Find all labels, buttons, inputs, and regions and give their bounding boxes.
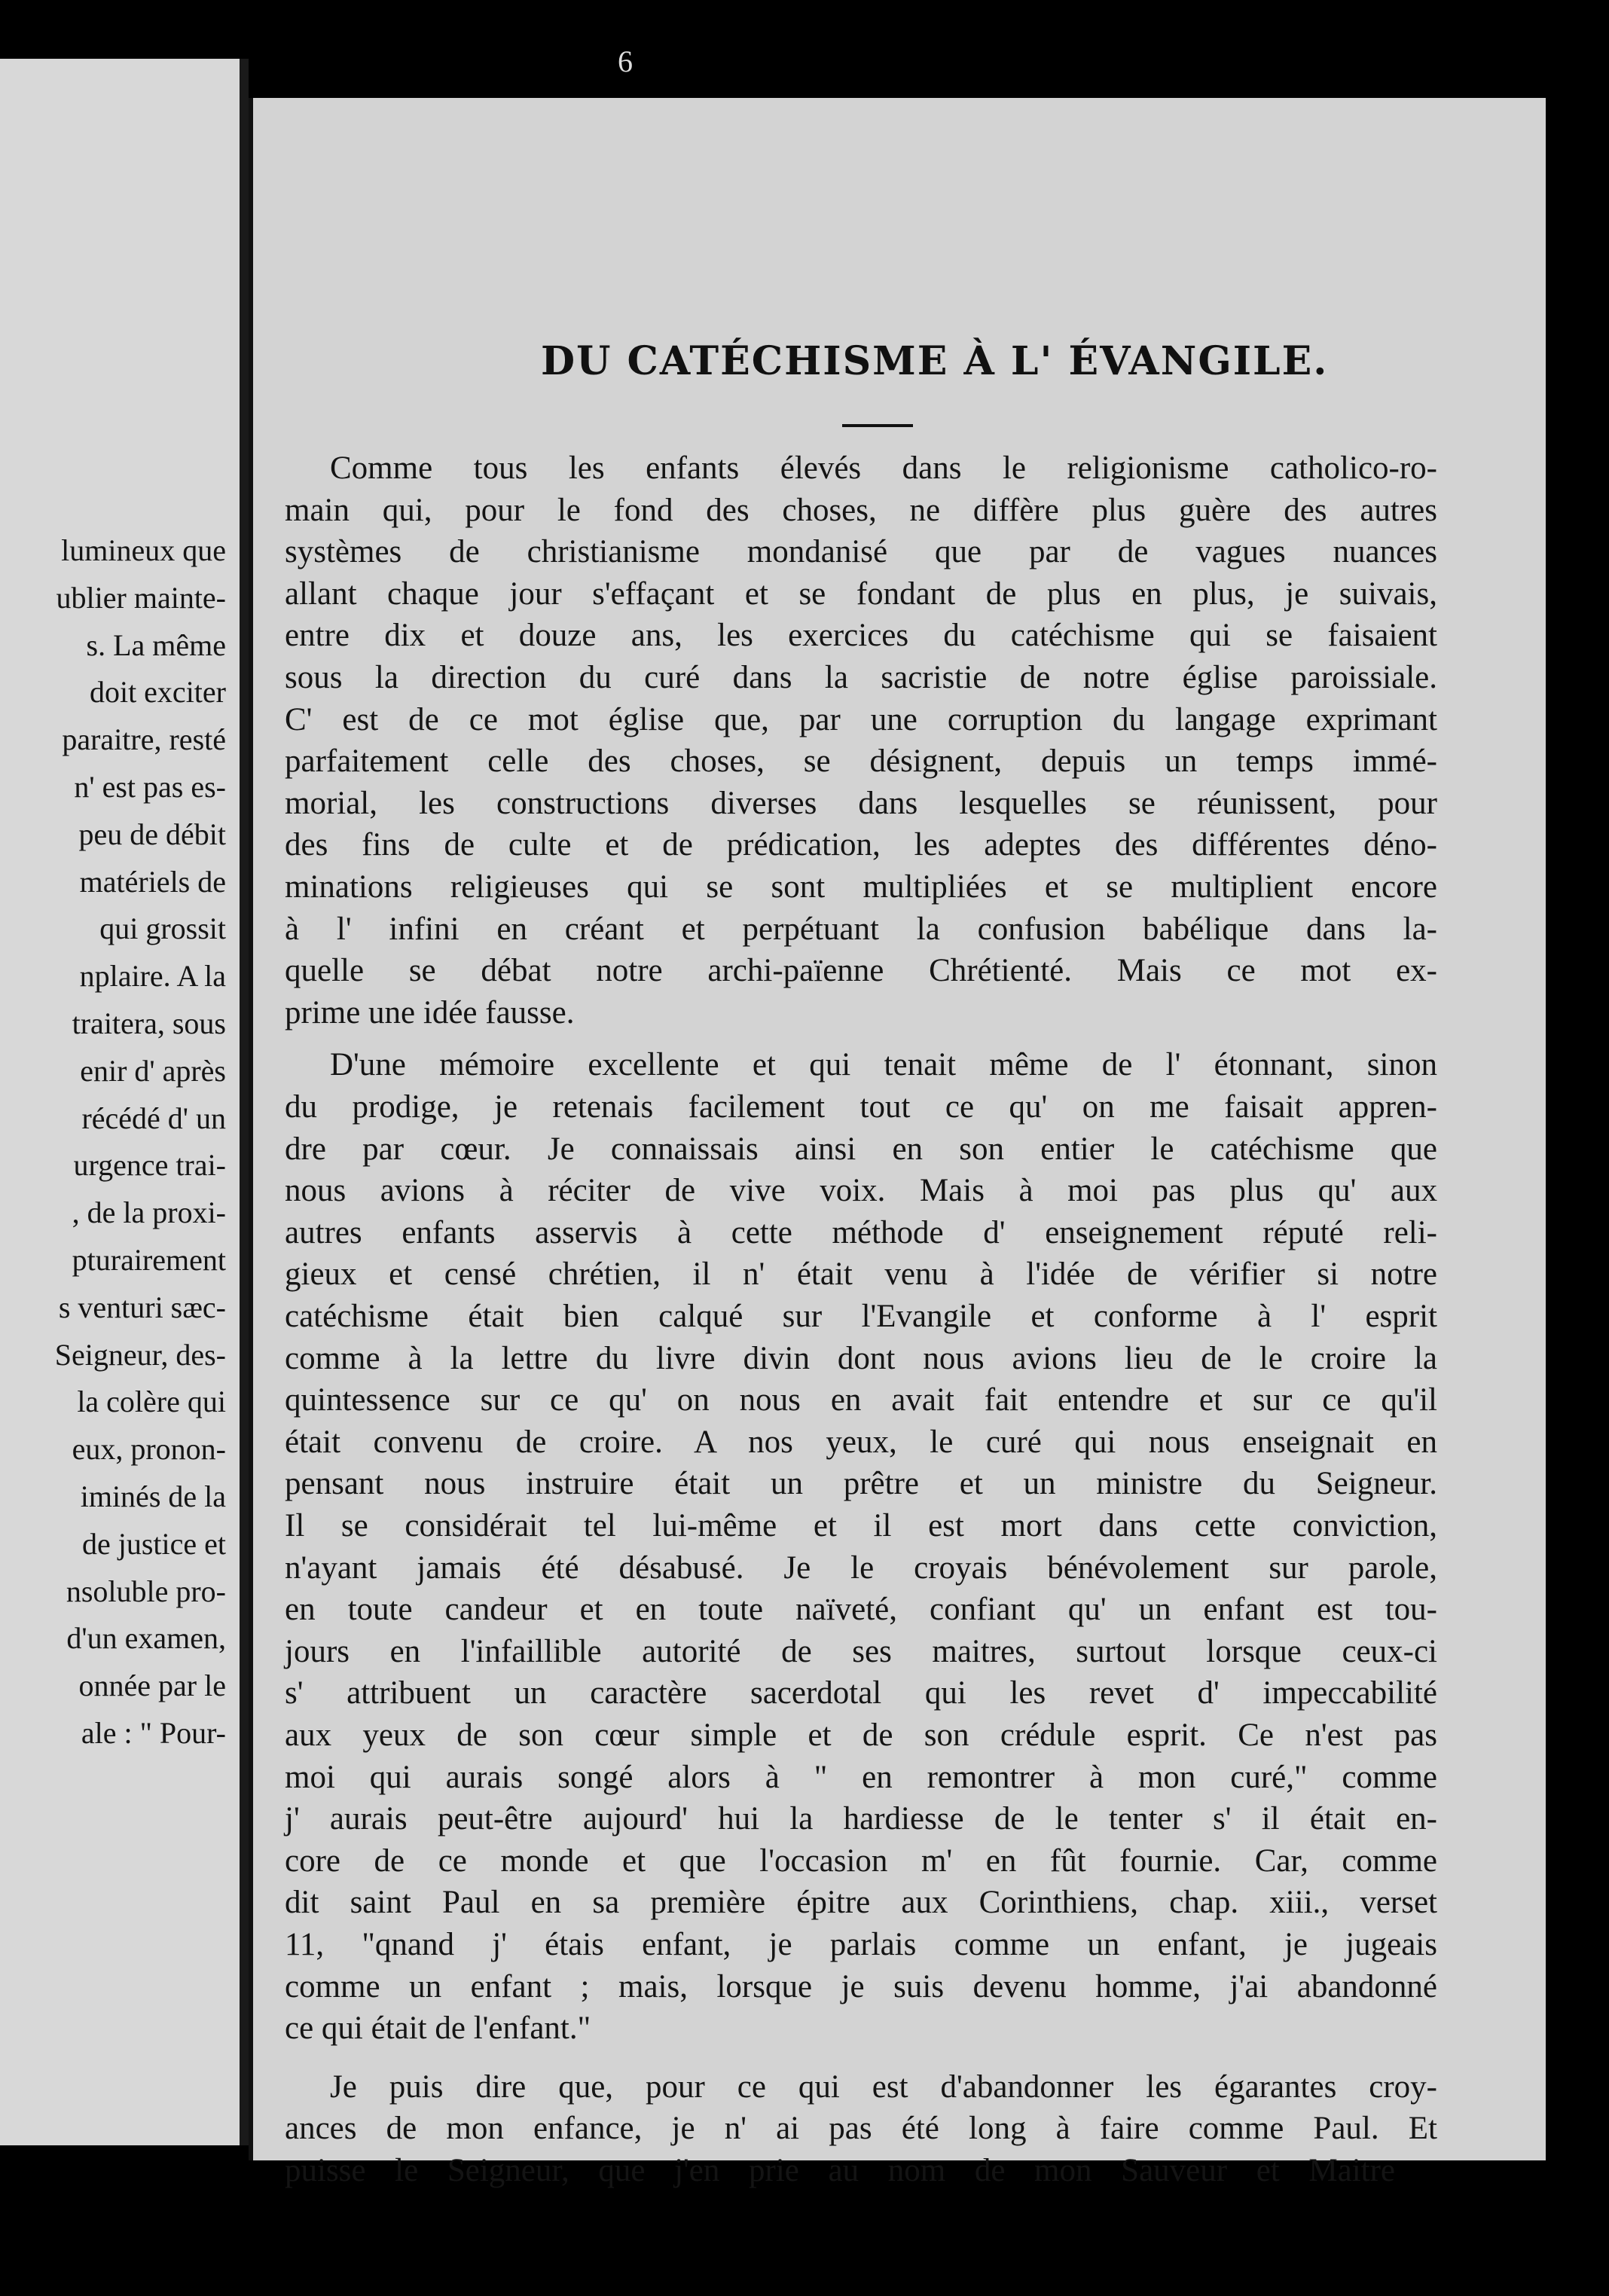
left-page-line: peu de débit	[78, 817, 226, 851]
left-page-line: s venturi sæc-	[58, 1290, 226, 1324]
page-number: 6	[618, 44, 634, 78]
left-page-line: onnée par le	[78, 1669, 226, 1703]
article-line: quelle se débat notre archi-païenne Chrétienté. Mais ce mot ex-	[285, 953, 1437, 989]
article-line: C' est de ce mot église que, par une corruption du langage exprimant	[285, 701, 1437, 737]
article-line: aux yeux de son cœur simple et de son crédule esprit. Ce n'est pas	[285, 1717, 1437, 1753]
article-line: du prodige, je retenais facilement tout ce qu' on me faisait appren-	[285, 1089, 1437, 1125]
article-line: comme à la lettre du livre divin dont nous avions lieu de le croire la	[285, 1340, 1437, 1376]
left-page-line: ublier mainte-	[56, 580, 226, 615]
article-line: gieux et censé chrétien, il n' était venu à l'idée de vérifier si notre	[285, 1256, 1437, 1293]
page-binding	[240, 59, 249, 2145]
article-line: ances de mon enfance, je n' ai pas été long à faire comme Paul. Et	[285, 2111, 1437, 2147]
article-line: Je puis dire que, pour ce qui est d'abandonner les égarantes croy-	[330, 2069, 1437, 2105]
left-page-line: paraitre, resté	[62, 722, 226, 757]
article-line: quintessence sur ce qu' on nous en avait fait entendre et sur ce qu'il	[285, 1382, 1437, 1418]
article-line: D'une mémoire excellente et qui tenait même de l' étonnant, sinon	[330, 1047, 1437, 1083]
article-line: dit saint Paul en sa première épitre aux Corinthiens, chap. xiii., verset	[285, 1885, 1437, 1921]
article-line: ce qui était de l'enfant."	[285, 2011, 591, 2047]
article-line: n'ayant jamais été désabusé. Je le croyais bénévolement sur parole,	[285, 1549, 1437, 1586]
left-page-text	[0, 527, 240, 1757]
left-page-line: qui grossit	[99, 911, 226, 946]
article-line: sous la direction du curé dans la sacristie de notre église paroissiale.	[285, 660, 1437, 695]
left-page-line: enir d' après	[80, 1053, 226, 1088]
left-page-line: récédé d' un	[81, 1101, 226, 1135]
left-page-line: doit exciter	[89, 675, 226, 710]
left-page-line: , de la proxi-	[72, 1195, 226, 1230]
article-line: minations religieuses qui se sont multipliées et se multiplient encore	[285, 869, 1437, 905]
left-page-line: iminés de la	[80, 1479, 226, 1513]
article-line: morial, les constructions diverses dans lesquelles se réunissent, pour	[285, 785, 1437, 821]
article-line: dre par cœur. Je connaissais ainsi en son entier le catéchisme que	[285, 1131, 1437, 1167]
article-line: prime une idée fausse.	[285, 994, 575, 1030]
left-page-line: nplaire. A la	[79, 959, 226, 994]
article-line: catéchisme était bien calqué sur l'Evangile et conforme à l' esprit	[285, 1299, 1437, 1334]
left-page-line: de justice et	[81, 1526, 226, 1561]
article-line: à l' infini en créant et perpétuant la confusion babélique dans la-	[285, 911, 1437, 947]
article-line: jours en l'infaillible autorité de ses maitres, surtout lorsque ceux-ci	[285, 1633, 1437, 1669]
article-line: parfaitement celle des choses, se désignent, depuis un temps immé-	[285, 743, 1437, 780]
article-line: pensant nous instruire était un prêtre et un ministre du Seigneur.	[285, 1466, 1437, 1502]
title-rule	[842, 424, 913, 427]
article-line: Il se considérait tel lui-même et il est mort dans cette conviction,	[285, 1508, 1437, 1543]
article-line: s' attribuent un caractère sacerdotal qui les revet d' impeccabilité	[285, 1675, 1437, 1711]
article-line: autres enfants asservis à cette méthode d' enseignement réputé reli-	[285, 1214, 1437, 1250]
article-line: entre dix et douze ans, les exercices du catéchisme qui se faisaient	[285, 618, 1437, 654]
left-page-line: matériels de	[79, 864, 226, 899]
article-line: en toute candeur et en toute naïveté, confiant qu' un enfant est tou-	[285, 1592, 1437, 1628]
left-page-line: la colère qui	[77, 1385, 226, 1419]
left-page-line: lumineux que	[61, 533, 226, 567]
left-page-line: ale : " Pour-	[81, 1715, 226, 1750]
article-line: Comme tous les enfants élevés dans le religionisme catholico-ro-	[330, 450, 1437, 486]
left-page-line: Seigneur, des-	[54, 1337, 226, 1372]
left-page-line: n' est pas es-	[74, 769, 226, 804]
article-line: main qui, pour le fond des choses, ne diffère plus guère des autres	[285, 492, 1437, 528]
left-page-line: eux, pronon-	[72, 1432, 226, 1467]
article-line: nous avions à réciter de vive voix. Mais à moi pas plus qu' aux	[285, 1173, 1437, 1209]
left-page-line: urgence trai-	[73, 1148, 226, 1183]
left-page-line: nsoluble pro-	[66, 1574, 226, 1608]
article-title: DU CATÉCHISME À L' ÉVANGILE.	[541, 338, 1329, 384]
left-page-line: pturairement	[72, 1242, 226, 1277]
article-line: moi qui aurais songé alors à " en remontrer à mon curé," comme	[285, 1759, 1437, 1795]
left-page-line: s. La même	[86, 627, 226, 662]
left-page-line: traitera, sous	[72, 1006, 226, 1040]
article-line: allant chaque jour s'effaçant et se fondant de plus en plus, je suivais,	[285, 576, 1437, 612]
left-page-fragment	[0, 59, 240, 2145]
article-line: core de ce monde et que l'occasion m' en fût fournie. Car, comme	[285, 1843, 1437, 1879]
article-line: 11, "qnand j' étais enfant, je parlais comme un enfant, je jugeais	[285, 1927, 1437, 1962]
article-line: systèmes de christianisme mondanisé que par de vagues nuances	[285, 534, 1437, 570]
article-line: puisse le Seigneur, que j'en prie au nom de mon Sauveur et Maitre	[285, 2153, 1395, 2188]
article-line: des fins de culte et de prédication, les adeptes des différentes déno-	[285, 827, 1437, 863]
article-line: était convenu de croire. A nos yeux, le curé qui nous enseignait en	[285, 1424, 1437, 1460]
left-page-line: d'un examen,	[66, 1621, 226, 1656]
article-line: j' aurais peut-être aujourd' hui la hardiesse de le tenter s' il était en-	[285, 1801, 1437, 1837]
article-line: comme un enfant ; mais, lorsque je suis devenu homme, j'ai abandonné	[285, 1968, 1437, 2004]
